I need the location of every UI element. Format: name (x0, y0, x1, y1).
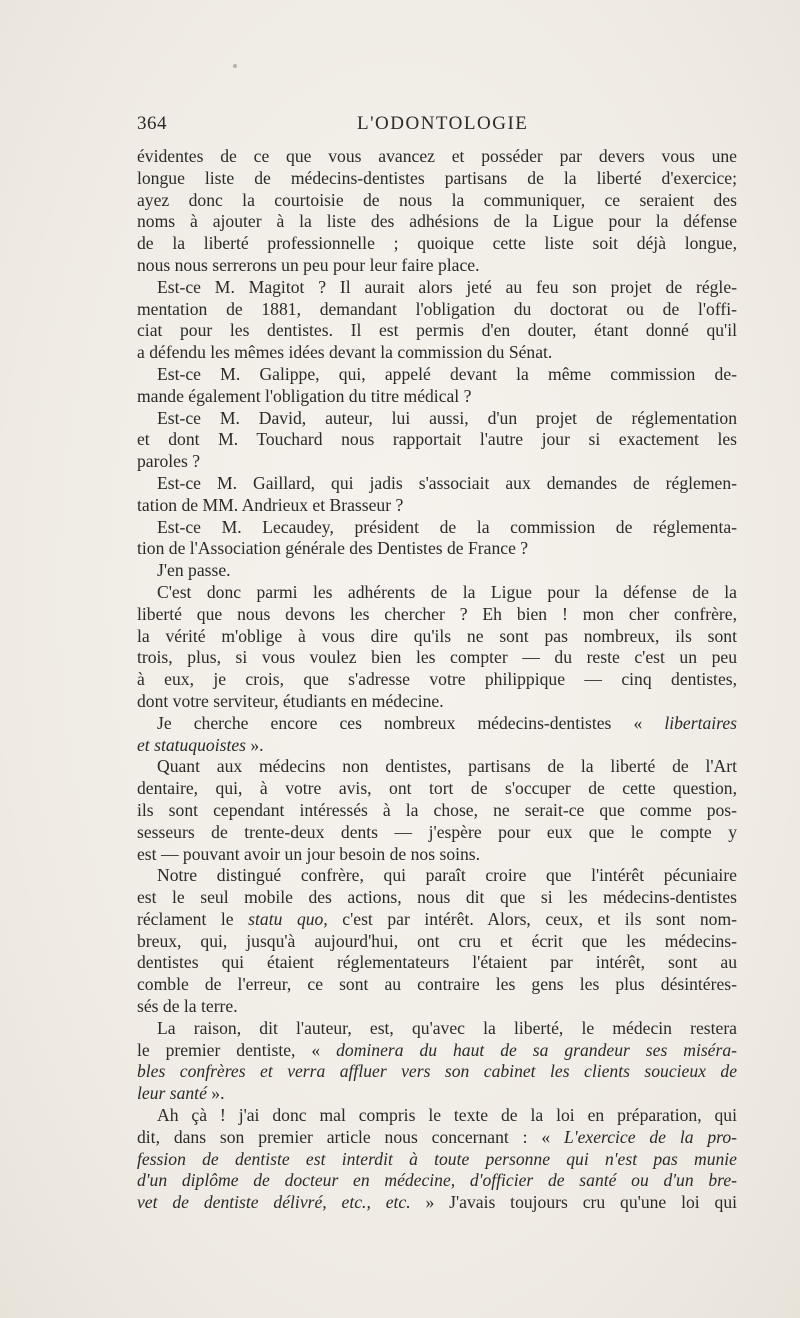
line-text: longue liste de médecins-dentistes partisans de la liberté d'exercice; (137, 167, 737, 188)
line-text: Est-ce M. Gaillard, qui jadis s'associait aux demandes de réglemen- (157, 472, 737, 493)
text-line (137, 713, 737, 735)
line-text: » J'avais toujours cru qu'une loi qui (410, 1192, 737, 1213)
line-text: à eux, je crois, que s'adresse votre philippique — cinq dentistes, (137, 669, 737, 690)
text-line (137, 996, 737, 1018)
text-line (137, 778, 737, 800)
line-text: Est-ce M. Lecaudey, président de la commission de réglementa- (157, 516, 737, 537)
italic-text: dominera du haut de sa grandeur ses miséra- (336, 1039, 737, 1060)
line-text: dentistes qui étaient réglementateurs l'étaient par intérêt, sont au (137, 952, 737, 973)
text-line (137, 451, 737, 473)
line-text: J'en passe. (157, 560, 231, 581)
text-line (137, 364, 737, 386)
text-line (137, 887, 737, 909)
text-line (137, 277, 737, 299)
paper-speck (233, 64, 237, 68)
line-text: C'est donc parmi les adhérents de la Ligue pour la défense de la (157, 581, 737, 602)
line-text: mentation de 1881, demandant l'obligation du doctorat ou de l'offi- (137, 298, 737, 319)
line-text: paroles ? (137, 451, 201, 472)
line-text: comble de l'erreur, ce sont au contraire les gens les plus désintéres- (137, 974, 737, 995)
text-line (137, 168, 737, 190)
italic-text: et statuquoistes (137, 734, 246, 755)
text-line (137, 1040, 737, 1062)
line-text: La raison, dit l'auteur, est, qu'avec la liberté, le médecin restera (157, 1017, 737, 1038)
line-text: ciat pour les dentistes. Il est permis d'en douter, étant donné qu'il (137, 320, 737, 341)
italic-text: fession de dentiste est interdit à toute personne qui n'est pas munie (137, 1148, 737, 1169)
italic-text: statu quo (248, 908, 324, 929)
line-text: dont votre serviteur, étudiants en médecine. (137, 690, 444, 711)
line-text: et dont M. Touchard nous rapportait l'autre jour si exactement les (137, 429, 737, 450)
italic-text: d'un diplôme de docteur en médecine, d'officier de santé ou d'un bre- (137, 1170, 737, 1191)
text-line (137, 429, 737, 451)
text-line (137, 517, 737, 539)
text-line (137, 1105, 737, 1127)
text-line (137, 146, 737, 168)
line-text: ». (206, 1083, 225, 1104)
text-line (137, 233, 737, 255)
text-line (137, 822, 737, 844)
text-line (137, 909, 737, 931)
italic-text: bles confrères et verra affluer vers son cabinet les clients soucieux de (137, 1061, 737, 1082)
text-line (137, 691, 737, 713)
italic-text: L'exercice de la pro- (564, 1126, 737, 1147)
text-line (137, 865, 737, 887)
line-text: sesseurs de trente-deux dents — j'espère pour eux que le compte y (137, 821, 737, 842)
line-text: ils sont cependant intéressés à la chose, ne serait-ce que comme pos- (137, 799, 737, 820)
text-line (137, 408, 737, 430)
line-text: Ah çà ! j'ai donc mal compris le texte de la loi en préparation, qui (157, 1105, 737, 1126)
line-text: la vérité m'oblige à vous dire qu'ils ne sont pas nombreux, ils sont (137, 625, 737, 646)
text-line (137, 952, 737, 974)
line-text: tation de MM. Andrieux et Brasseur ? (137, 494, 404, 515)
line-text: Est-ce M. Magitot ? Il aurait alors jeté au feu son projet de régle- (157, 276, 737, 297)
text-line (137, 320, 737, 342)
text-line (137, 604, 737, 626)
line-text: breux, qui, jusqu'à aujourd'hui, ont cru et écrit que les médecins- (137, 930, 737, 951)
text-line (137, 844, 737, 866)
text-line (137, 190, 737, 212)
line-text: tion de l'Association générale des Dentistes de France ? (137, 538, 529, 559)
line-text: Notre distingué confrère, qui paraît croire que l'intérêt pécuniaire (157, 865, 737, 886)
line-text: de la liberté professionnelle ; quoique cette liste soit déjà longue, (137, 233, 737, 254)
running-head (137, 113, 737, 139)
line-text: , c'est par intérêt. Alors, ceux, et ils sont nom- (323, 908, 737, 929)
text-line (137, 1170, 737, 1192)
text-line (137, 1061, 737, 1083)
text-line (137, 495, 737, 517)
text-line (137, 931, 737, 953)
text-line (137, 735, 737, 757)
running-title: L'ODONTOLOGIE (357, 113, 529, 134)
text-line (137, 211, 737, 233)
text-line (137, 255, 737, 277)
line-text: réclament le (137, 908, 249, 929)
page-number: 364 (137, 113, 167, 134)
line-text: dit, dans son premier article nous concernant : « (137, 1126, 565, 1147)
line-text: évidentes de ce que vous avancez et posséder par devers vous une (137, 146, 737, 166)
italic-text: leur santé (137, 1083, 207, 1104)
line-text: ayez donc la courtoisie de nous la communiquer, ce seraient des (137, 189, 737, 210)
line-text: noms à ajouter à la liste des adhésions de la Ligue pour la défense (137, 211, 737, 232)
text-line (137, 1083, 737, 1105)
line-text: est — pouvant avoir un jour besoin de nos soins. (137, 843, 481, 864)
body-text (137, 146, 737, 1214)
line-text: dentaire, qui, à votre avis, ont tort de s'occuper de cette question, (137, 778, 737, 799)
italic-text: vet de dentiste délivré, etc., etc. (137, 1192, 411, 1213)
text-line (137, 473, 737, 495)
line-text: nous nous serrerons un peu pour leur faire place. (137, 254, 480, 275)
line-text: ». (245, 734, 264, 755)
line-text: a défendu les mêmes idées devant la commission du Sénat. (137, 342, 553, 363)
italic-text: libertaires (664, 712, 737, 733)
line-text: liberté que nous devons les chercher ? Eh bien ! mon cher confrère, (137, 603, 737, 624)
line-text: sés de la terre. (137, 996, 238, 1017)
text-line (137, 974, 737, 996)
text-line (137, 299, 737, 321)
line-text: Je cherche encore ces nombreux médecins-dentistes « (157, 712, 665, 733)
text-line (137, 342, 737, 364)
line-text: Est-ce M. Galippe, qui, appelé devant la même commission de- (157, 363, 737, 384)
line-text: Quant aux médecins non dentistes, partisans de la liberté de l'Art (157, 756, 737, 777)
text-line (137, 1192, 737, 1214)
text-line (137, 538, 737, 560)
text-line (137, 1149, 737, 1171)
text-line (137, 560, 737, 582)
text-line (137, 582, 737, 604)
text-line (137, 800, 737, 822)
line-text: mande également l'obligation du titre médical ? (137, 385, 472, 406)
line-text: Est-ce M. David, auteur, lui aussi, d'un projet de réglementation (157, 407, 737, 428)
text-line (137, 756, 737, 778)
text-line (137, 386, 737, 408)
text-line (137, 669, 737, 691)
text-line (137, 1018, 737, 1040)
line-text: trois, plus, si vous voulez bien les compter — du reste c'est un peu (137, 647, 737, 668)
text-line (137, 1127, 737, 1149)
text-line (137, 647, 737, 669)
line-text: le premier dentiste, « (137, 1039, 337, 1060)
line-text: est le seul mobile des actions, nous dit que si les médecins-dentistes (137, 887, 737, 908)
text-line (137, 626, 737, 648)
